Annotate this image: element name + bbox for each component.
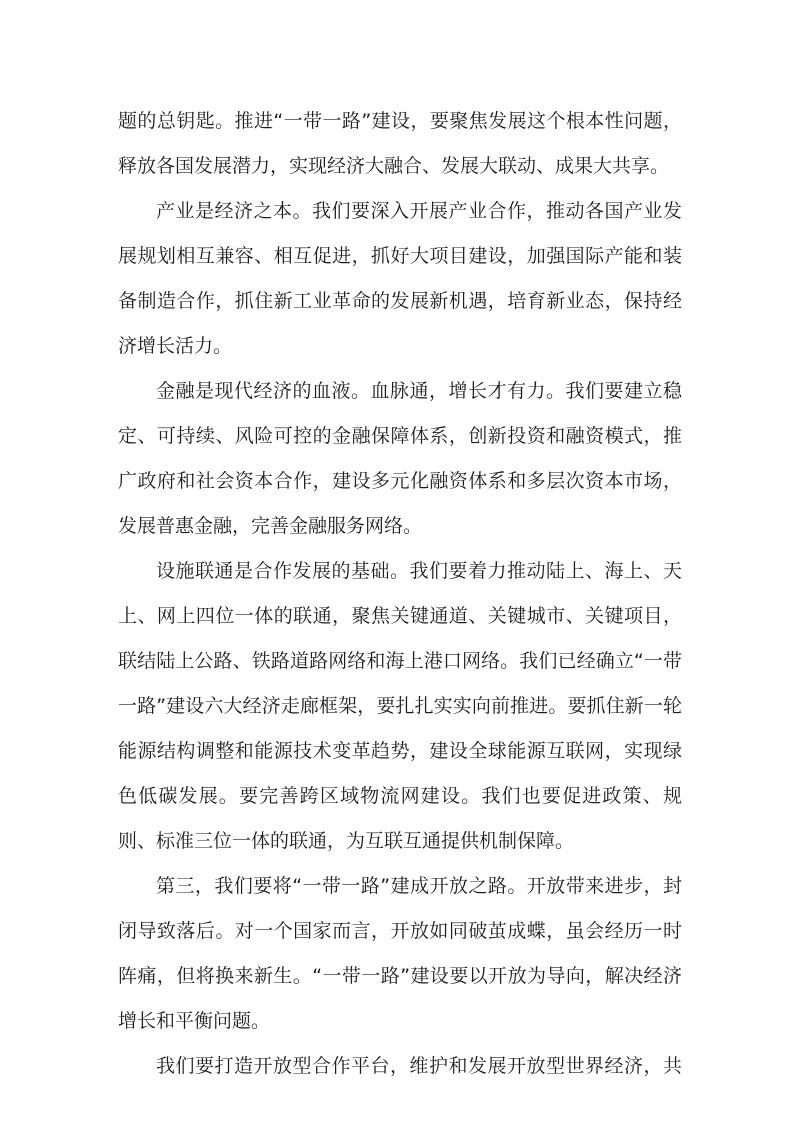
text-line: 备制造合作，抓住新工业革命的发展新机遇，培育新业态，保持经 [118, 290, 682, 312]
text-line: 色低碳发展。要完善跨区域物流网建设。我们也要促进政策、规 [118, 785, 682, 807]
text-line: 我们要打造开放型合作平台，维护和发展开放型世界经济，共 [156, 1055, 682, 1077]
text-line: 第三，我们要将“一带一路”建成开放之路。开放带来进步，封 [156, 875, 682, 897]
text-line: 广政府和社会资本合作，建设多元化融资体系和多层次资本市场， [118, 470, 682, 492]
text-line: 设施联通是合作发展的基础。我们要着力推动陆上、海上、天 [156, 560, 682, 582]
text-line: 则、标准三位一体的联通，为互联互通提供机制保障。 [118, 830, 575, 852]
text-line: 发展普惠金融，完善金融服务网络。 [118, 515, 423, 537]
text-line: 展规划相互兼容、相互促进，抓好大项目建设，加强国际产能和装 [118, 245, 682, 267]
text-line: 阵痛，但将换来新生。“一带一路”建设要以开放为导向，解决经济 [118, 965, 682, 987]
text-line: 能源结构调整和能源技术变革趋势，建设全球能源互联网，实现绿 [118, 740, 682, 762]
text-line: 金融是现代经济的血液。血脉通，增长才有力。我们要建立稳 [156, 380, 682, 402]
text-line: 上、网上四位一体的联通，聚焦关键通道、关键城市、关键项目， [118, 605, 682, 627]
text-line: 题的总钥匙。推进“一带一路”建设，要聚焦发展这个根本性问题， [118, 110, 682, 132]
text-line: 一路”建设六大经济走廊框架，要扎扎实实向前推进。要抓住新一轮 [118, 695, 682, 717]
text-line: 增长和平衡问题。 [118, 1010, 271, 1032]
text-line: 联结陆上公路、铁路道路网络和海上港口网络。我们已经确立“一带 [118, 650, 682, 672]
document-body-text [118, 99, 682, 1089]
text-line: 闭导致落后。对一个国家而言，开放如同破茧成蝶，虽会经历一时 [118, 920, 682, 942]
text-line: 产业是经济之本。我们要深入开展产业合作，推动各国产业发 [156, 200, 682, 222]
text-line: 定、可持续、风险可控的金融保障体系，创新投资和融资模式，推 [118, 425, 682, 447]
text-line: 济增长活力。 [118, 335, 233, 357]
text-line: 释放各国发展潜力，实现经济大融合、发展大联动、成果大共享。 [118, 155, 670, 177]
